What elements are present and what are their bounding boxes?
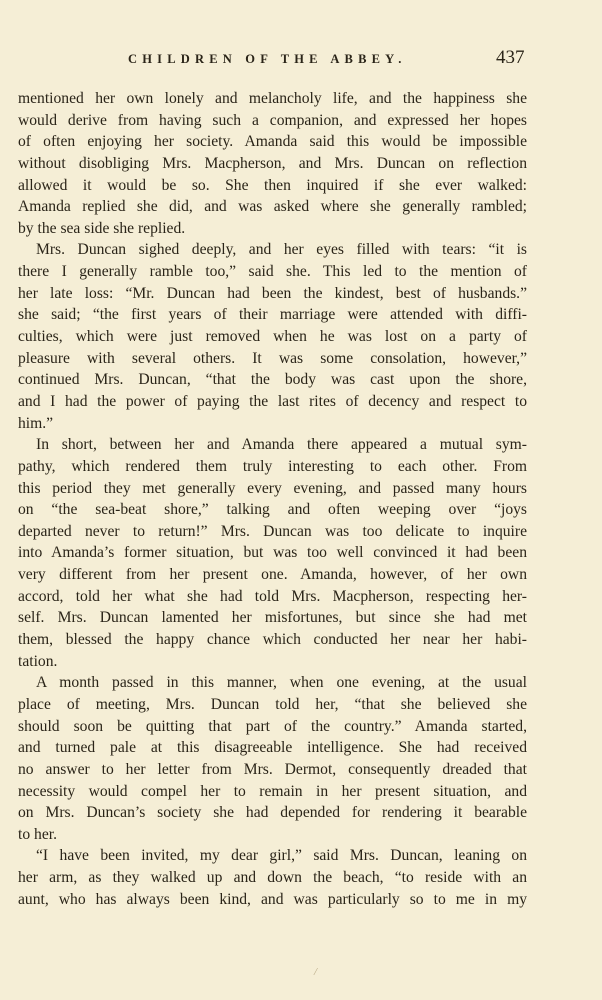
text-line: them, blessed the happy chance which conducted her near her habi-	[18, 631, 527, 649]
text-line: pathy, which rendered them truly interesting to each other. From	[18, 457, 527, 475]
text-line: on “the sea-beat shore,” talking and often weeping over “joys	[18, 501, 527, 519]
text-line: departed never to return!” Mrs. Duncan was too delicate to inquire	[18, 522, 527, 540]
running-header	[0, 48, 602, 72]
text-line: “I have been invited, my dear girl,” said Mrs. Duncan, leaning on	[36, 847, 527, 865]
running-title: CHILDREN OF THE ABBEY.	[128, 52, 407, 66]
text-line: on Mrs. Duncan’s society she had depended for rendering it bearable	[18, 804, 527, 822]
text-line: tation.	[18, 652, 58, 670]
text-line: without disobliging Mrs. Macpherson, and Mrs. Duncan on reflection	[18, 154, 527, 172]
text-line: and I had the power of paying the last rites of decency and respect to	[18, 392, 527, 410]
text-line: place of meeting, Mrs. Duncan told her, “that she believed she	[18, 695, 527, 713]
text-line: A month passed in this manner, when one evening, at the usual	[36, 674, 527, 692]
text-line: of often enjoying her society. Amanda said this would be impossible	[18, 133, 527, 151]
text-line: necessity would compel her to remain in her present situation, and	[18, 782, 527, 800]
text-line: no answer to her letter from Mrs. Dermot, consequently dreaded that	[18, 760, 527, 778]
text-line: pleasure with several others. It was some consolation, however,”	[18, 349, 527, 367]
text-line: Amanda replied she did, and was asked where she generally rambled;	[18, 198, 527, 216]
text-line: culties, which were just removed when he was lost on a party of	[18, 328, 527, 346]
body-text	[18, 88, 527, 910]
text-line: her arm, as they walked up and down the beach, “to reside with an	[18, 869, 527, 887]
text-line: her late loss: “Mr. Duncan had been the kindest, best of husbands.”	[18, 284, 527, 302]
text-line: accord, told her what she had told Mrs. Macpherson, respecting her-	[18, 587, 527, 605]
text-line: should soon be quitting that part of the country.” Amanda started,	[18, 717, 527, 735]
text-line: self. Mrs. Duncan lamented her misfortunes, but since she had met	[18, 609, 527, 627]
text-line: Mrs. Duncan sighed deeply, and her eyes filled with tears: “it is	[36, 241, 527, 259]
text-line: continued Mrs. Duncan, “that the body was cast upon the shore,	[18, 371, 527, 389]
text-line: by the sea side she replied.	[18, 219, 186, 237]
text-line: him.”	[18, 414, 54, 432]
text-line: aunt, who has always been kind, and was particularly so to me in my	[18, 890, 527, 908]
text-line: into Amanda’s former situation, but was too well convinced it had been	[18, 544, 527, 562]
text-line: and turned pale at this disagreeable intelligence. She had received	[18, 739, 527, 757]
page-number: 437	[496, 47, 525, 68]
text-line: she said; “the first years of their marriage were attended with diffi-	[18, 306, 527, 324]
text-line: mentioned her own lonely and melancholy life, and the happiness she	[18, 90, 527, 107]
text-line: allowed it would be so. She then inquired if she ever walked:	[18, 176, 527, 194]
stray-pencil-mark: /	[314, 966, 318, 978]
text-line: would derive from having such a companion, and expressed her hopes	[18, 111, 527, 129]
text-line: there I generally ramble too,” said she. This led to the mention of	[18, 263, 527, 281]
text-line: very different from her present one. Amanda, however, of her own	[18, 566, 527, 584]
text-line: to her.	[18, 825, 57, 843]
text-line: In short, between her and Amanda there appeared a mutual sym-	[36, 436, 527, 454]
text-line: this period they met generally every evening, and passed many hours	[18, 479, 527, 497]
